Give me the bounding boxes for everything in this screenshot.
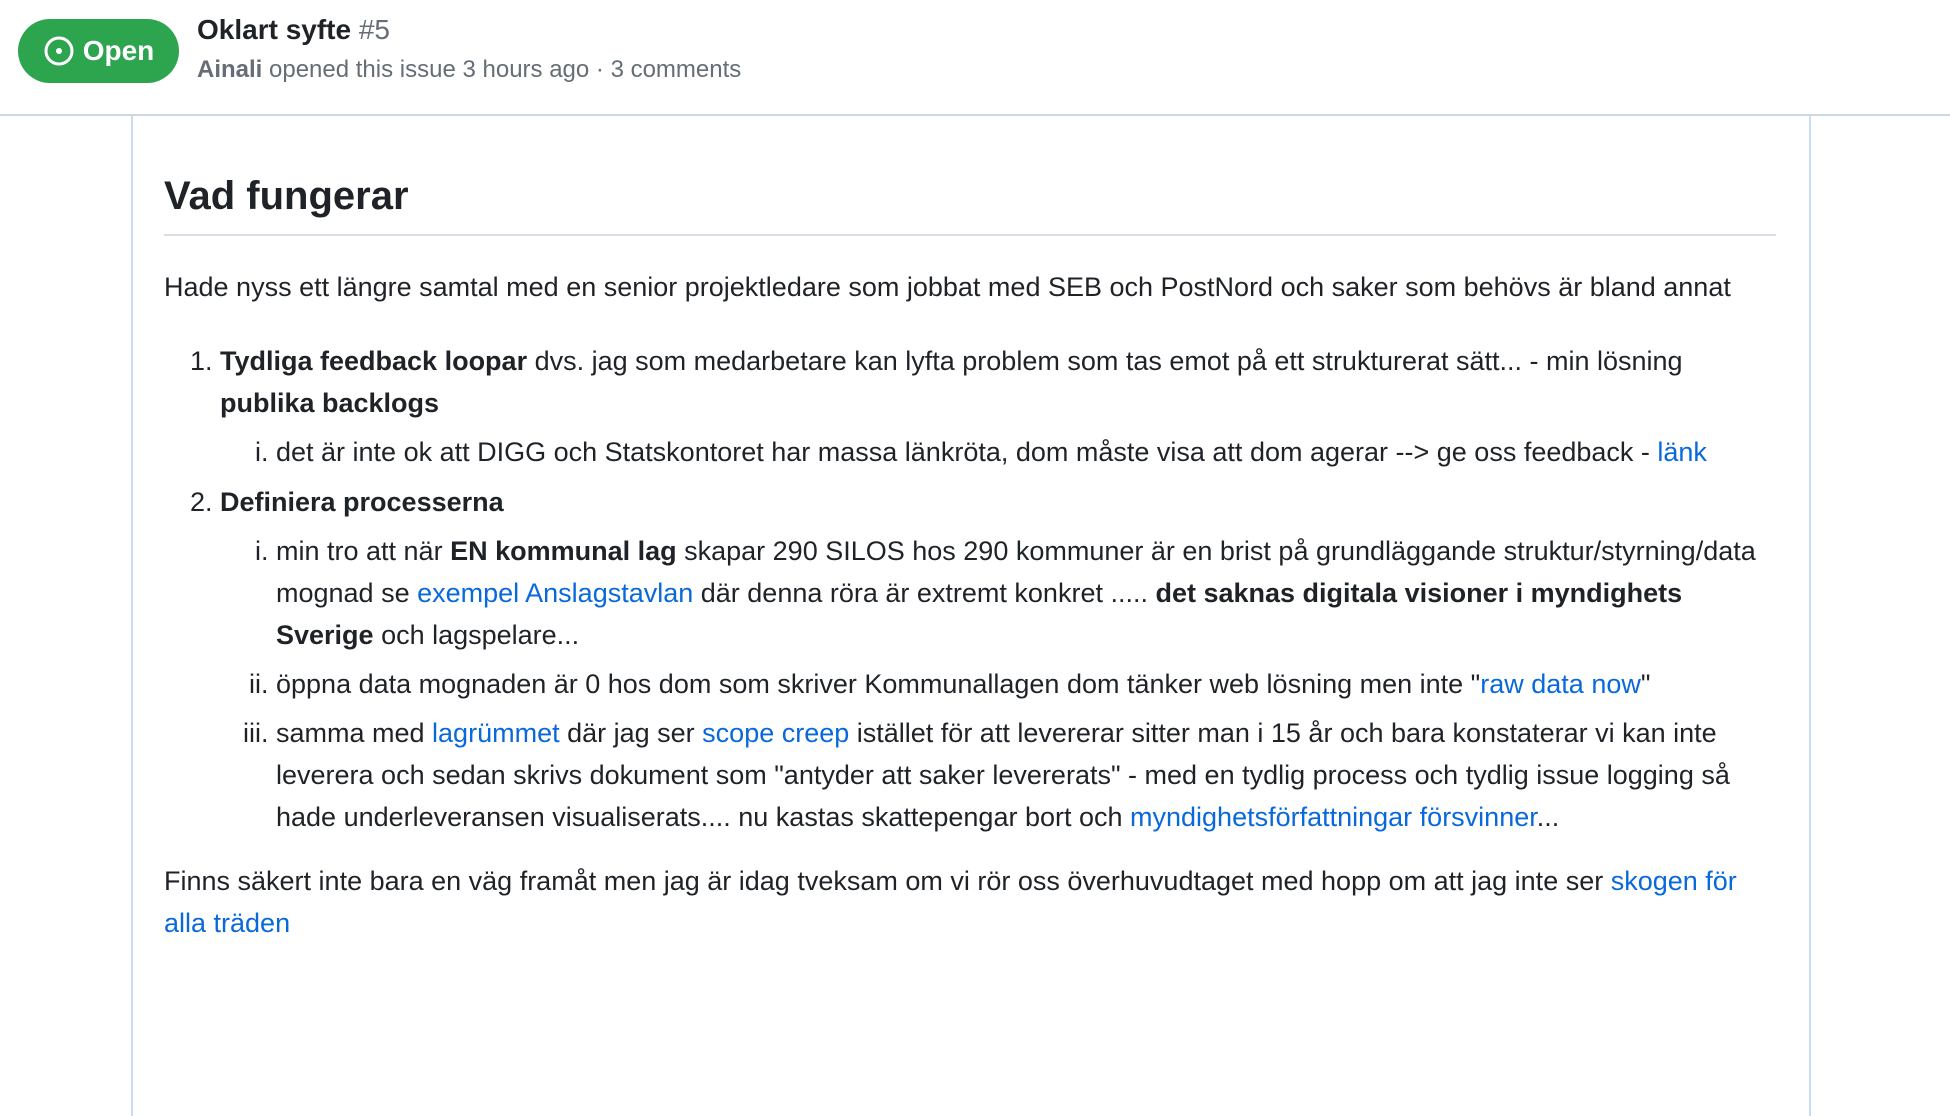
- inline-link[interactable]: exempel Anslagstavlan: [417, 578, 694, 608]
- inline-link[interactable]: skogen för alla träden: [164, 866, 1737, 938]
- inline-link[interactable]: raw data now: [1480, 669, 1641, 699]
- inline-link[interactable]: scope creep: [702, 718, 850, 748]
- text-segment: där denna röra är extremt konkret .....: [693, 578, 1156, 608]
- text-segment: samma med: [276, 718, 433, 748]
- text-segment: ...: [1536, 802, 1560, 832]
- inline-link[interactable]: myndighetsförfattningar försvinner: [1130, 802, 1537, 832]
- text-segment: istället för att levererar sitter man i 15 år och bara konstaterar vi kan inte leverera och sedan skrivs dokument som "antyder att saker levererats" - med en tydlig process och tydlig issue logging så hade underleveransen visualiserats.... nu kastas skattepengar bort och: [276, 718, 1730, 832]
- bold-text: publika backlogs: [220, 388, 440, 418]
- list-item: [220, 340, 1776, 473]
- text-segment: skapar 290 SILOS hos 290 kommuner är en brist på grundläggande struktur/styrning/data mognad se: [276, 536, 1756, 608]
- sub-list: [220, 530, 1776, 838]
- text-segment: Finns säkert inte bara en väg framåt men jag är idag tveksam om vi rör oss överhuvudtaget med hopp om att jag inte ser: [164, 866, 1611, 896]
- intro-paragraph: [164, 266, 1776, 308]
- text-segment: det är inte ok att DIGG och Statskontoret har massa länkröta, dom måste visa att dom agerar --> ge oss feedback -: [276, 437, 1658, 467]
- section-heading: Vad fungerar: [164, 166, 1776, 236]
- text-segment: där jag ser: [559, 718, 703, 748]
- issue-open-icon: [43, 35, 75, 67]
- text-segment: ": [1640, 669, 1651, 699]
- bold-text: Tydliga feedback loopar: [220, 346, 528, 376]
- main-list: [164, 340, 1776, 838]
- issue-meta-text: opened this issue 3 hours ago · 3 comments: [262, 56, 742, 83]
- issue-title-text: Oklart syfte: [197, 14, 352, 45]
- issue-meta: [197, 56, 741, 84]
- issue-header: [0, 0, 1950, 116]
- inline-link[interactable]: länk: [1657, 437, 1707, 467]
- outro-paragraph: [164, 860, 1776, 944]
- sub-list-item: [276, 530, 1776, 656]
- text-segment: Hade nyss ett längre samtal med en senior projektledare som jobbat med SEB och PostNord och saker som behövs är bland annat: [164, 272, 1731, 302]
- status-label: Open: [82, 35, 155, 66]
- inline-link[interactable]: lagrümmet: [432, 718, 560, 748]
- sub-list: [220, 431, 1776, 473]
- issue-title: [197, 14, 390, 46]
- author-link[interactable]: Ainali: [197, 56, 263, 83]
- status-badge: [18, 19, 179, 83]
- text-segment: och lagspelare...: [373, 620, 580, 650]
- sub-list-item: [276, 431, 1776, 473]
- text-segment: min tro att när: [276, 536, 451, 566]
- list-item: [220, 481, 1776, 838]
- bold-text: det saknas digitala visioner i myndighets Sverige: [276, 578, 1683, 650]
- bold-text: EN kommunal lag: [450, 536, 677, 566]
- text-segment: dvs. jag som medarbetare kan lyfta problem som tas emot på ett strukturerat sätt... - min lösning: [527, 346, 1683, 376]
- issue-number: #5: [358, 14, 391, 45]
- list-item-text: [220, 346, 1683, 418]
- issue-body: [164, 166, 1776, 944]
- text-segment: öppna data mognaden är 0 hos dom som skriver Kommunallagen dom tänker web lösning men inte ": [276, 669, 1481, 699]
- sub-list-item: [276, 712, 1776, 838]
- list-item-text: [220, 487, 504, 517]
- bold-text: Definiera processerna: [220, 487, 504, 517]
- sub-list-item: [276, 663, 1776, 705]
